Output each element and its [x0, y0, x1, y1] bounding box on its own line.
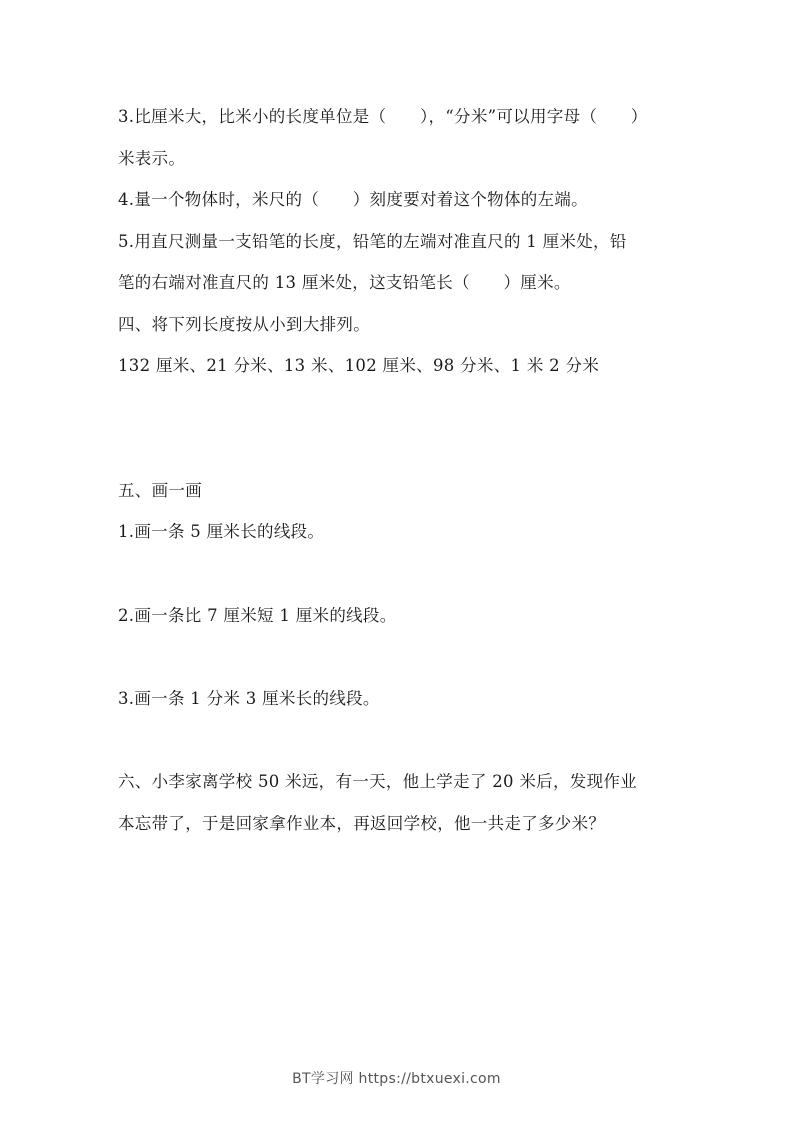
section-5-question-2: 2.画一条比 7 厘米短 1 厘米的线段。	[118, 606, 397, 625]
section-5-question-3: 3.画一条 1 分米 3 厘米长的线段。	[118, 689, 380, 708]
question-5-line-1: 5.用直尺测量一支铅笔的长度，铅笔的左端对准直尺的 1 厘米处，铅	[118, 232, 627, 251]
section-4-heading: 四、将下列长度按从小到大排列。	[118, 315, 370, 334]
section-4-items: 132 厘米、21 分米、13 米、102 厘米、98 分米、1 米 2 分米	[118, 356, 600, 375]
question-4: 4.量一个物体时，米尺的（ ）刻度要对着这个物体的左端。	[118, 190, 588, 209]
section-6-line-2: 本忘带了，于是回家拿作业本，再返回学校，他一共走了多少米？	[118, 814, 606, 833]
section-5-heading: 五、画一画	[118, 481, 202, 500]
question-5-line-2: 笔的右端对准直尺的 13 厘米处，这支铅笔长（ ）厘米。	[118, 273, 571, 292]
question-3-line-1: 3.比厘米大，比米小的长度单位是（ ），“分米”可以用字母（ ）	[118, 107, 648, 126]
section-5-question-1: 1.画一条 5 厘米长的线段。	[118, 522, 325, 541]
question-3-line-2: 米表示。	[118, 149, 186, 168]
footer-watermark: BT学习网 https://btxuexi.com	[292, 1071, 501, 1087]
section-6-line-1: 六、小李家离学校 50 米远，有一天，他上学走了 20 米后，发现作业	[118, 772, 637, 791]
